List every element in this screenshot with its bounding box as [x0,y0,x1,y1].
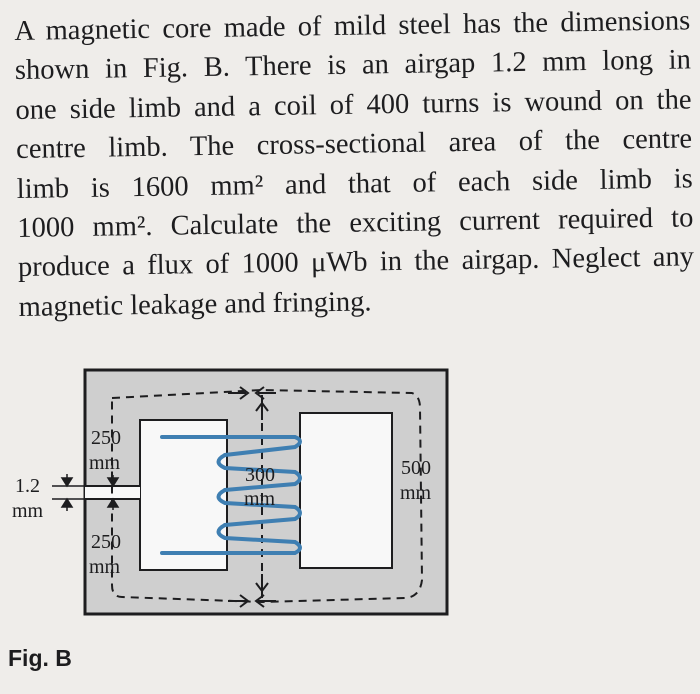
problem-line: produce a flux of 1000 μWb in the airgap. Neglect any [17,241,695,284]
gap-arrow-top [62,474,72,486]
dimension-unit-right: mm [400,482,432,504]
gap-arrow-bottom [62,499,72,511]
right-window [300,413,392,568]
problem-statement [14,1,695,327]
problem-line: magnetic leakage and fringing. [18,286,372,323]
dimension-unit-bottom-left: mm [89,556,121,578]
dimension-unit-center: mm [244,488,276,510]
magnetic-core-diagram [0,360,700,694]
dimension-label-bottom-left: 250 [91,531,121,553]
problem-line: limb is 1600 mm² and that of each side limb is [16,162,693,205]
dimension-label-top-left: 250 [91,427,121,449]
dimension-label-right: 500 [401,457,431,479]
airgap-label-value: 1.2 [15,475,40,497]
left-window [140,420,227,570]
problem-line: centre limb. The cross-sectional area of the centre [15,123,693,166]
airgap-label-unit: mm [12,500,44,522]
problem-line: one side limb and a coil of 400 turns is wound on the [15,84,692,126]
problem-line: 1000 mm². Calculate the exciting current required to [17,202,694,245]
dimension-unit-top-left: mm [89,452,121,474]
dimension-label-center: 300 [245,464,275,486]
problem-line: shown in Fig. B. There is an airgap 1.2 mm long in [14,44,692,87]
figure-caption: Fig. B [8,645,72,671]
problem-line: A magnetic core made of mild steel has the dimensions [14,5,691,47]
